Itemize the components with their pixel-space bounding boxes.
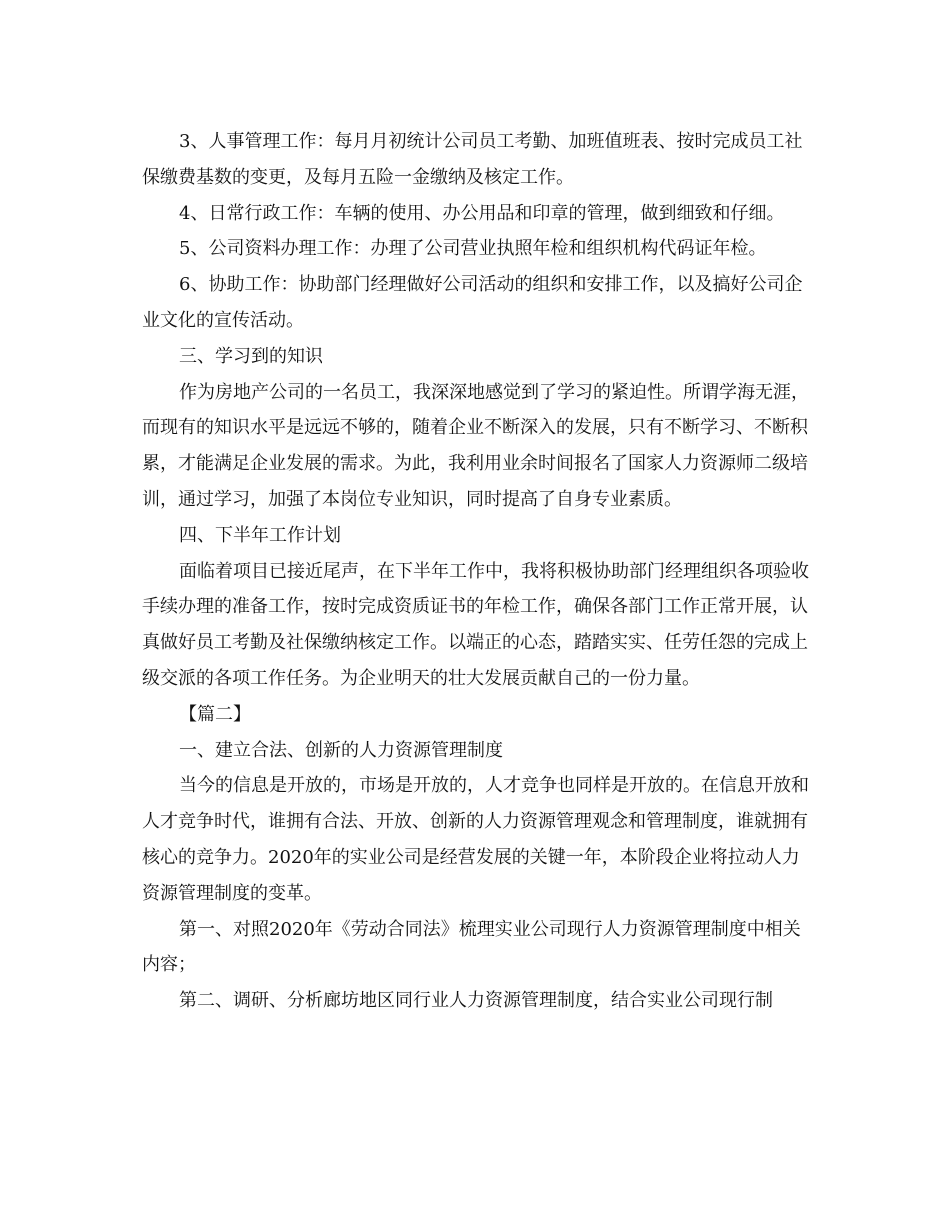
paragraph-second-point: 第二、调研、分析廊坊地区同行业人力资源管理制度，结合实业公司现行制 (179, 990, 773, 1012)
paragraph-work-plan: 面临着项目已接近尾声，在下半年工作中，我将积极协助部门经理组织各项验收手续办理的准备工作，按时完成资质证书的年检工作，确保各部门工作正常开展，认真做好员工考勤及社保缴纳核定工作。以端正的心态，踏踏实实、任劳任怨的完成上级交派的各项工作任务。为企业明天的壮大发展贡献自己的一份力量。 (142, 560, 809, 689)
paragraph-daily-admin: 4、日常行政工作：车辆的使用、办公用品和印章的管理，做到细致和仔细。 (179, 202, 785, 224)
paragraph-open-competition: 当今的信息是开放的，市场是开放的，人才竞争也同样是开放的。在信息开放和人才竞争时代，谁拥有合法、开放、创新的人力资源管理观念和管理制度，谁就拥有核心的竞争力。2020年的实业公司是经营发展的关键一年，本阶段企业将拉动人力资源管理制度的变革。 (142, 775, 809, 904)
document-body (142, 124, 812, 1019)
section-heading-hr-system: 一、建立合法、创新的人力资源管理制度 (179, 739, 503, 761)
paragraph-first-point: 第一、对照2020年《劳动合同法》梳理实业公司现行人力资源管理制度中相关内容； (142, 918, 801, 976)
part-heading-part-two: 【篇二】 (179, 703, 251, 725)
paragraph-learning: 作为房地产公司的一名员工，我深深地感觉到了学习的紧迫性。所谓学海无涯，而现有的知识水平是远远不够的，随着企业不断深入的发展，只有不断学习、不断积累，才能满足企业发展的需求。为此，我利用业余时间报名了国家人力资源师二级培训，通过学习，加强了本岗位专业知识，同时提高了自身专业素质。 (142, 381, 809, 510)
paragraph-hr-management: 3、人事管理工作：每月月初统计公司员工考勤、加班值班表、按时完成员工社保缴费基数的变更，及每月五险一金缴纳及核定工作。 (142, 131, 803, 188)
paragraph-company-documents: 5、公司资料办理工作：办理了公司营业执照年检和组织机构代码证年检。 (179, 238, 767, 260)
paragraph-assist-work: 6、协助工作：协助部门经理做好公司活动的组织和安排工作，以及搞好公司企业文化的宣传活动。 (142, 274, 803, 331)
section-heading-knowledge-learned: 三、学习到的知识 (179, 345, 323, 367)
section-heading-second-half-plan: 四、下半年工作计划 (179, 524, 341, 546)
